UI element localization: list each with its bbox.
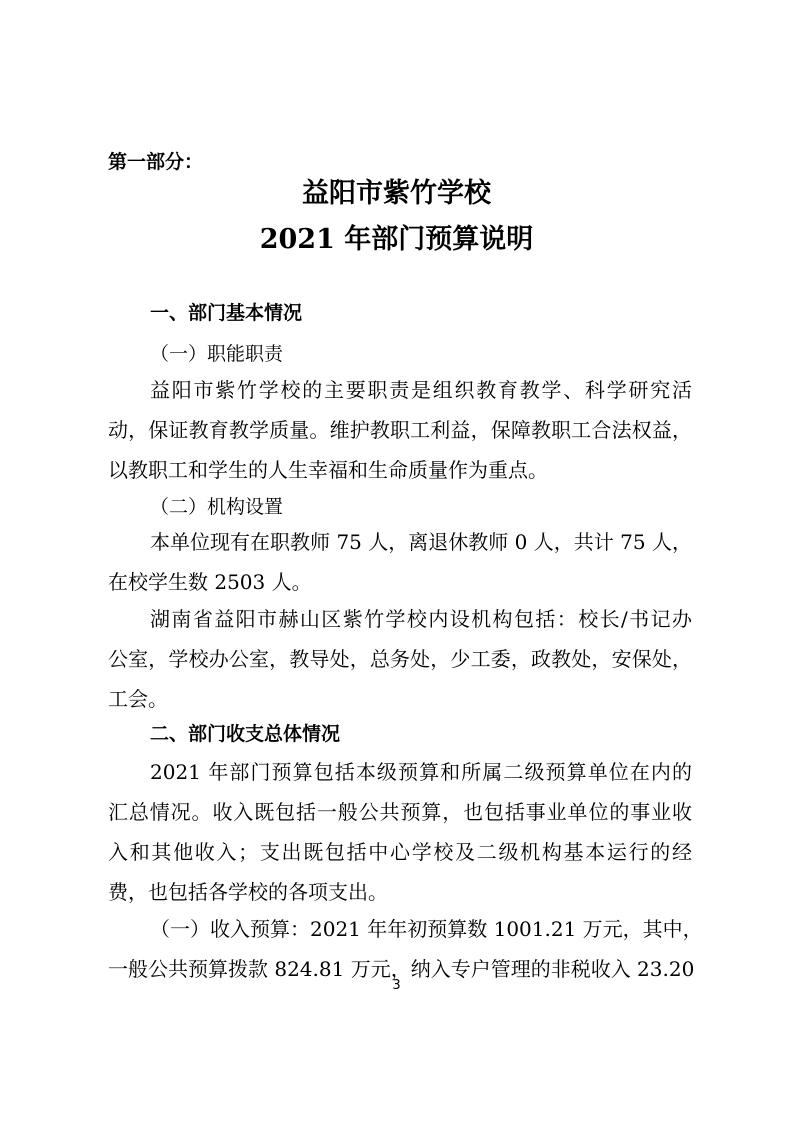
paragraph-line: 汇总情况。收入既包括一般公共预算，也包括事业单位的事业收 (108, 800, 692, 824)
page-number: 3 (392, 978, 401, 993)
paragraph-line: 公室，学校办公室，教导处，总务处，少工委，政教处，安保处， (108, 647, 692, 671)
document-title-line-2: 2021 年部门预算说明 (259, 224, 534, 255)
section-1-sub-1-heading: （一）职能职责 (150, 343, 284, 365)
paragraph-line: 动，保证教育教学质量。维护教职工利益，保障教职工合法权益， (108, 418, 692, 442)
org-structure-paragraph (108, 607, 692, 671)
paragraph-line: 在校学生数 2503 人。 (108, 570, 312, 594)
paragraph-line: 以教职工和学生的人生幸福和生命质量作为重点。 (108, 458, 548, 482)
paragraph-line: 2021 年部门预算包括本级预算和所属二级预算单位在内的 (150, 760, 692, 784)
income-budget-paragraph (108, 917, 703, 981)
duties-paragraph (108, 378, 692, 442)
paragraph-line: 一般公共预算拨款 824.81 万元，纳入专户管理的非税收入 23.20 (108, 957, 695, 981)
budget-overview-paragraph (108, 760, 692, 864)
paragraph-line: 湖南省益阳市赫山区紫竹学校内设机构包括：校长/书记办 (150, 607, 692, 631)
part-label: 第一部分： (108, 151, 204, 173)
paragraph-line: 费，也包括各学校的各项支出。 (108, 880, 388, 904)
paragraph-line: 入和其他收入；支出既包括中心学校及二级机构基本运行的经 (108, 840, 692, 864)
paragraph-line: 工会。 (108, 687, 168, 711)
section-2-heading: 二、部门收支总体情况 (150, 723, 341, 745)
section-1-heading: 一、部门基本情况 (150, 302, 303, 324)
section-1-sub-2-heading: （二）机构设置 (150, 496, 284, 518)
document-title-line-1: 益阳市紫竹学校 (302, 178, 491, 209)
paragraph-line: 益阳市紫竹学校的主要职责是组织教育教学、科学研究活 (150, 378, 692, 402)
paragraph-line: 本单位现有在职教师 75 人，离退休教师 0 人，共计 75 人， (150, 530, 692, 554)
staffing-paragraph (108, 530, 692, 554)
paragraph-line: （一）收入预算：2021 年年初预算数 1001.21 万元，其中， (150, 917, 703, 941)
